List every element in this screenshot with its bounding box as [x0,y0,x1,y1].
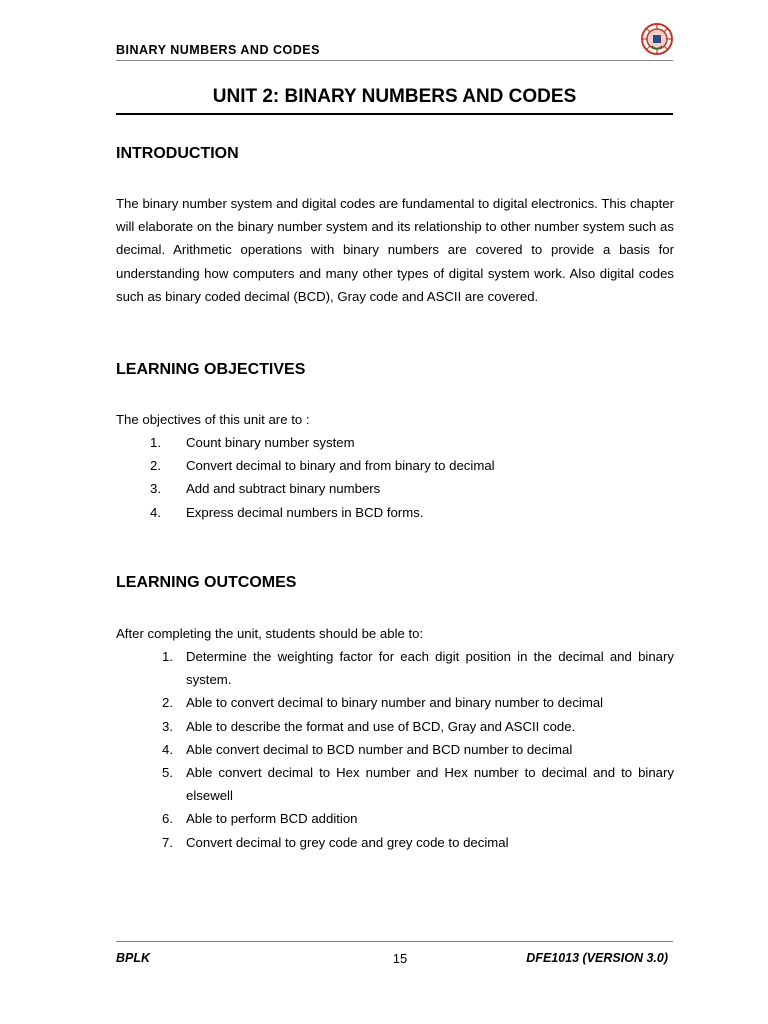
objectives-list [116,431,674,524]
list-item [116,761,674,807]
list-item [116,715,674,738]
list-item [116,501,674,524]
list-item-text: Convert decimal to grey code and grey code to decimal [186,834,509,850]
list-item-number: 6. [162,811,173,827]
page-number: 15 [392,951,408,966]
unit-title-underline [116,113,673,115]
unit-title: UNIT 2: BINARY NUMBERS AND CODES [212,86,577,107]
list-item-number: 4. [162,741,173,757]
list-item-text: Determine the weighting factor for each digit position in the decimal and binary system. [186,649,674,688]
footer-left-label: BPLK [116,951,151,965]
footer-course-code: DFE1013 (VERSION 3.0) [526,951,668,965]
list-item [116,431,674,454]
objectives-heading: LEARNING OBJECTIVES [116,361,306,378]
list-item [116,738,674,761]
header-divider [116,60,673,61]
list-item-text: Express decimal numbers in BCD forms. [186,504,424,520]
list-item [116,831,674,854]
list-item-number: 7. [162,834,173,850]
list-item-number: 2. [150,458,161,474]
list-item-text: Able convert decimal to Hex number and Hex number to decimal and to binary elsewell [186,765,674,804]
list-item-number: 1. [150,435,161,450]
list-item [116,477,674,500]
outcomes-lead: After completing the unit, students should be able to: [116,626,424,641]
list-item-number: 4. [150,504,161,520]
introduction-heading: INTRODUCTION [116,145,239,162]
list-item-number: 2. [162,695,173,711]
objectives-lead: The objectives of this unit are to : [116,412,310,427]
list-item-number: 1. [162,649,173,664]
outcomes-heading: LEARNING OUTCOMES [116,574,297,591]
footer-divider [116,941,673,942]
outcomes-list [116,645,674,854]
list-item-text: Count binary number system [186,435,355,450]
list-item [116,645,674,691]
institution-crest-icon [640,22,674,56]
list-item-number: 3. [150,481,161,497]
list-item-number: 5. [162,765,173,781]
list-item-text: Able to describe the format and use of BCD, Gray and ASCII code. [186,718,576,734]
list-item [116,691,674,714]
running-header-title: BINARY NUMBERS AND CODES [116,43,320,57]
list-item-text: Convert decimal to binary and from binary to decimal [186,458,495,474]
list-item [116,454,674,477]
list-item-text: Able to perform BCD addition [186,811,358,827]
list-item-text: Add and subtract binary numbers [186,481,381,497]
list-item [116,807,674,830]
list-item-text: Able convert decimal to BCD number and BCD number to decimal [186,741,573,757]
list-item-text: Able to convert decimal to binary number and binary number to decimal [186,695,604,711]
list-item-number: 3. [162,718,173,734]
introduction-paragraph: The binary number system and digital codes are fundamental to digital electronics. This chapter will elaborate on the binary number system and its relationship to other number system such as decimal. Arithmetic operations with binary numbers are covered to provide a basis for understanding how computers and many other types of digital system work. Also digital codes such as binary coded decimal (BCD), Gray code and ASCII are covered. [116,196,674,304]
